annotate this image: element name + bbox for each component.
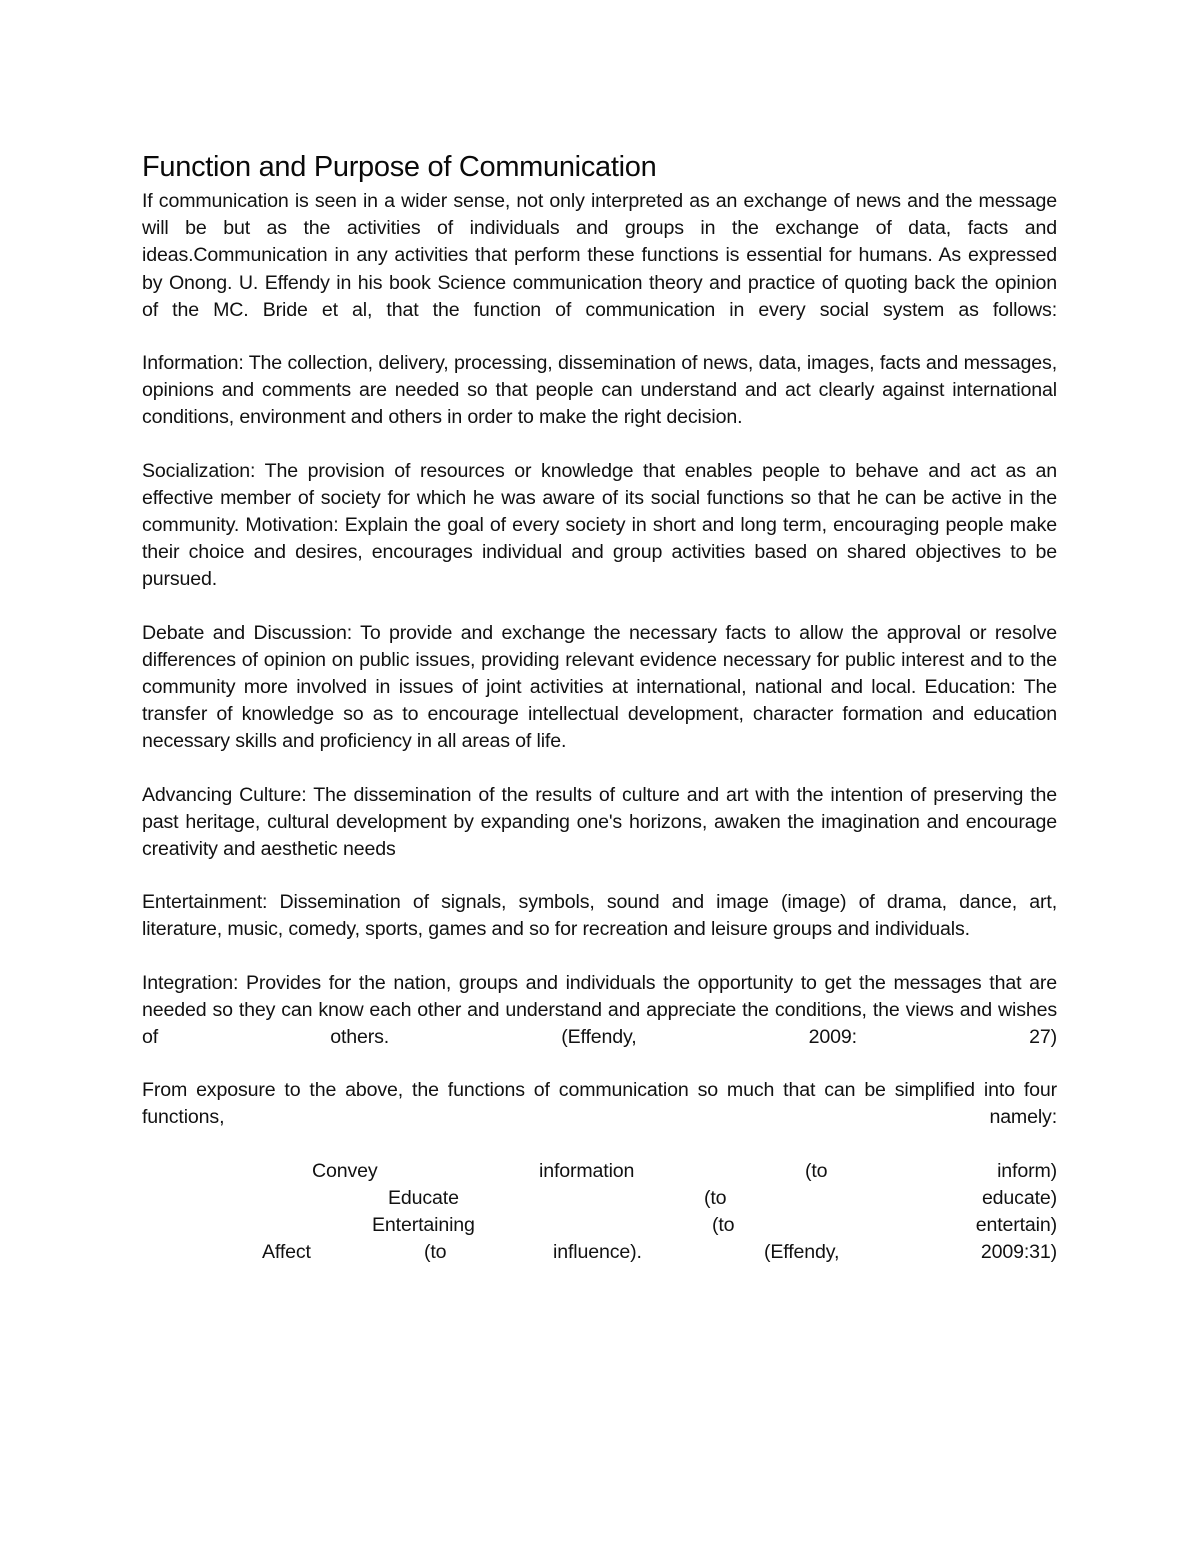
function-row-educate	[142, 1185, 1057, 1212]
paragraph-entertainment: Entertainment: Dissemination of signals, symbols, sound and image (image) of drama, dance, art, literature, music, comedy, sports, games and so for recreation and leisure groups and individuals.	[142, 891, 1057, 941]
function-word: educate)	[981, 1186, 1057, 1209]
paragraph-information: Information: The collection, delivery, processing, dissemination of news, data, images, facts and messages, opinions and comments are needed so that people can understand and act clearly against international conditions, environment and others in order to make the right decision.	[142, 352, 1057, 429]
function-word: (Effendy,	[764, 1241, 840, 1264]
function-row-entertain	[142, 1212, 1057, 1239]
paragraph-spacer	[142, 432, 1057, 458]
paragraph-spacer	[142, 756, 1057, 782]
paragraph-exposure: From exposure to the above, the functions of communication so much that can be simplified into four functions, namely:	[142, 1079, 1057, 1129]
paragraph-spacer	[142, 863, 1057, 889]
paragraph-spacer	[142, 1051, 1057, 1077]
document-page	[142, 150, 1057, 1266]
function-word: (to	[805, 1159, 828, 1182]
paragraph-advancing-culture: Advancing Culture: The dissemination of the results of culture and art with the intention of preserving the past heritage, cultural development by expanding one's horizons, awaken the imagination and encourage creativity and aesthetic needs	[142, 783, 1057, 861]
paragraph-spacer	[142, 324, 1057, 350]
four-functions-list	[142, 1158, 1057, 1267]
paragraph-socialization: Socialization: The provision of resources or knowledge that enables people to behave and act as an effective member of society for which he was aware of its social functions so that he can be active in the community. Motivation: Explain the goal of every society in short and long term, encouraging people make their choice and desires, encourages individual and group activities based on shared objectives to be pursued.	[142, 459, 1057, 591]
function-word: (to	[712, 1214, 735, 1237]
function-word: Affect	[262, 1241, 311, 1264]
function-word: (to	[704, 1186, 727, 1209]
paragraph-integration: Integration: Provides for the nation, groups and individuals the opportunity to get the messages that are needed so they can know each other and understand and appreciate the conditions, the views and wishes of others. (Effendy, 2009: 27)	[142, 971, 1057, 1049]
paragraph-debate-discussion: Debate and Discussion: To provide and exchange the necessary facts to allow the approval or resolve differences of opinion on public issues, providing relevant evidence necessary for public interest and to the community more involved in issues of joint activities at international, national and local. Education: The transfer of knowledge so as to encourage intellectual development, character formation and education necessary skills and proficiency in all areas of life.	[142, 621, 1057, 753]
paragraph-spacer	[142, 594, 1057, 620]
function-word: Entertaining	[372, 1214, 475, 1237]
function-row-influence	[142, 1239, 1057, 1266]
paragraph-spacer	[142, 944, 1057, 970]
function-word: 2009:31)	[980, 1241, 1057, 1264]
function-word: information	[539, 1159, 635, 1182]
function-row-inform	[142, 1158, 1057, 1185]
function-word: Educate	[388, 1186, 459, 1209]
document-title: Function and Purpose of Communication	[142, 151, 657, 183]
function-word: (to	[424, 1241, 447, 1264]
function-word: influence).	[553, 1241, 642, 1264]
paragraph-intro: If communication is seen in a wider sense, not only interpreted as an exchange of news and the message will be but as the activities of individuals and groups in the exchange of data, facts and ideas.Communication in any activities that perform these functions is essential for humans. As expressed by Onong. U. Effendy in his book Science communication theory and practice of quoting back the opinion of the MC. Bride et al, that the function of communication in every social system as follows:	[142, 190, 1057, 321]
function-word: inform)	[997, 1159, 1057, 1182]
function-word: Convey	[312, 1159, 378, 1182]
function-word: entertain)	[975, 1214, 1057, 1237]
